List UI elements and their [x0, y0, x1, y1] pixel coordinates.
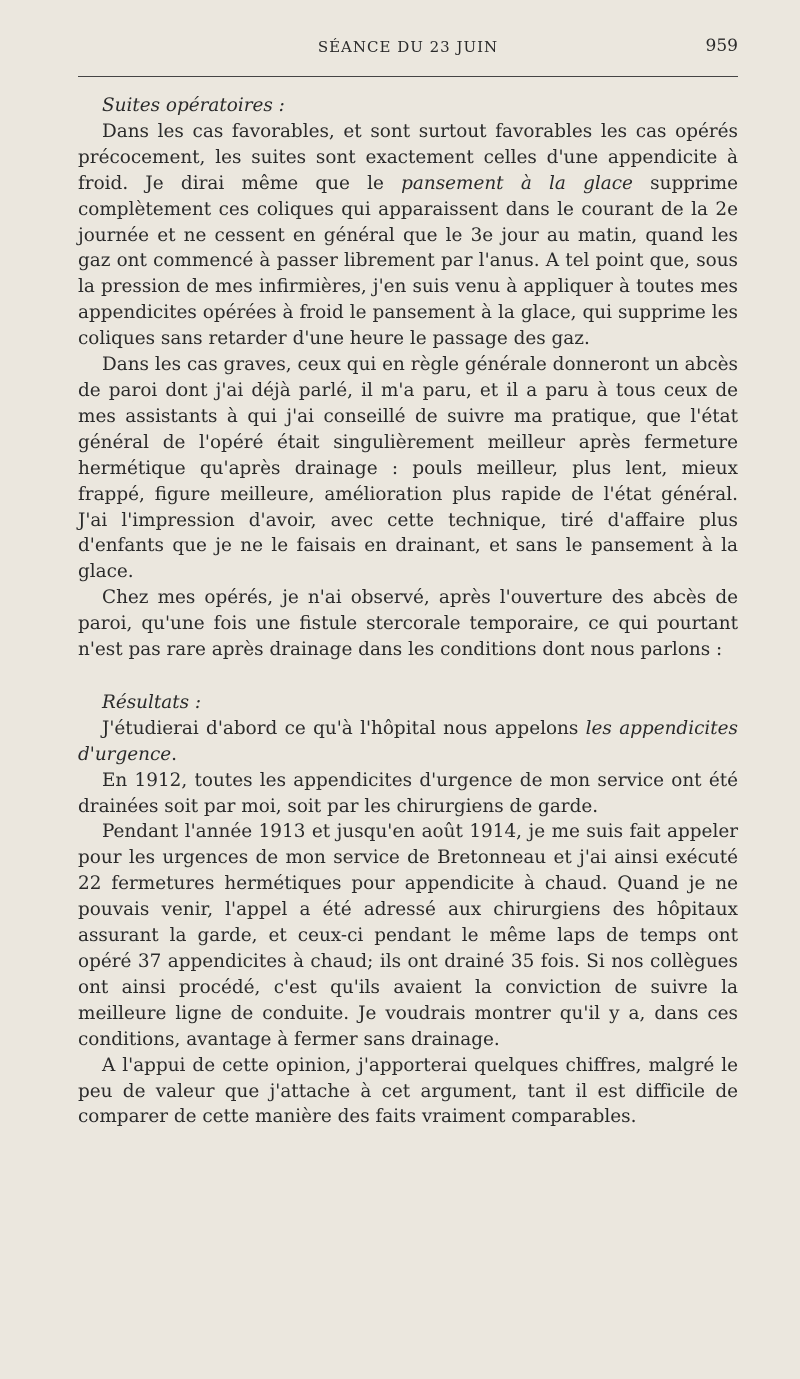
running-title: SÉANCE DU 23 JUIN — [317, 38, 499, 56]
paragraph-text: supprime complètement ces coliques qui apparaissent dans le courant de la 2e journée et ne cessent en général que le 3e jour au matin, quand les gaz ont commencé à passer librement par l'anus. A tel point que, sous la pression de mes infirmières, j'en suis venu à appliquer à toutes mes appendicites opérées à froid le pansement à la glace, qui supprime les coliques sans retarder d'une heure le passage des gaz. — [78, 172, 738, 350]
paragraph-resultats-4: A l'appui de cette opinion, j'apporterai quelques chiffres, malgré le peu de valeur que j'attache à cet argument, tant il est difficile de comparer de cette manière des faits vraiment comparables. — [78, 1054, 738, 1128]
section-gap — [78, 663, 738, 690]
paragraph-text: Dans les cas favorables, et sont surtout favorables les cas opérés précocement, les suites sont exactement celles d'une appendicite à froid. Je dirai même que le — [78, 120, 738, 194]
paragraph-text: J'étudierai d'abord ce qu'à l'hôpital nous appelons — [102, 717, 586, 739]
page-body — [78, 93, 738, 1130]
paragraph-resultats-3: Pendant l'année 1913 et jusqu'en août 1914, je me suis fait appeler pour les urgences de mon service de Bretonneau et j'ai ainsi exécuté 22 fermetures hermétiques pour appendicite à chaud. Quand je ne pouvais venir, l'appel a été adressé aux chirurgiens des hôpitaux assurant la garde, et ceux-ci pendant le même laps de temps ont opéré 37 appendicites à chaud; ils ont drainé 35 fois. Si nos collègues ont ainsi procédé, c'est qu'ils avaient la conviction de suivre la meilleure ligne de conduite. Je voudrais montrer qu'il y a, dans ces conditions, avantage à fermer sans drainage. — [78, 821, 738, 1050]
paragraph-resultats-1 — [78, 716, 738, 768]
page-number: 959 — [705, 36, 738, 56]
header-rule — [78, 76, 738, 77]
section-heading-resultats: Résultats : — [102, 691, 202, 713]
paragraph-text: . — [171, 743, 178, 765]
emphasis-text: pansement à la glace — [401, 172, 633, 194]
paragraph-suites-3: Chez mes opérés, je n'ai observé, après l'ouverture des abcès de paroi, qu'une fois une fistule stercorale temporaire, ce qui pourtant n'est pas rare après drainage dans les conditions dont nous parlons : — [78, 587, 738, 661]
paragraph-suites-1 — [78, 119, 738, 352]
emphasis-text: les appendicites d'urgence — [78, 717, 738, 765]
page-header — [78, 34, 738, 62]
paragraph-resultats-2: En 1912, toutes les appendicites d'urgence de mon service ont été drainées soit par moi, soit par les chirurgiens de garde. — [78, 769, 738, 817]
section-heading-suites: Suites opératoires : — [102, 95, 285, 116]
paragraph-suites-2: Dans les cas graves, ceux qui en règle générale donneront un abcès de paroi dont j'ai déjà parlé, il m'a paru, et il a paru à tous ceux de mes assistants à qui j'ai conseillé de suivre ma pratique, que l'état général de l'opéré était singulièrement meilleur après fermeture hermétique qu'après drainage : pouls meilleur, plus lent, mieux frappé, figure meilleure, amélioration plus rapide de l'état général. J'ai l'impression d'avoir, avec cette technique, tiré d'affaire plus d'enfants que je ne le faisais en drainant, et sans le pansement à la glace. — [78, 354, 738, 583]
